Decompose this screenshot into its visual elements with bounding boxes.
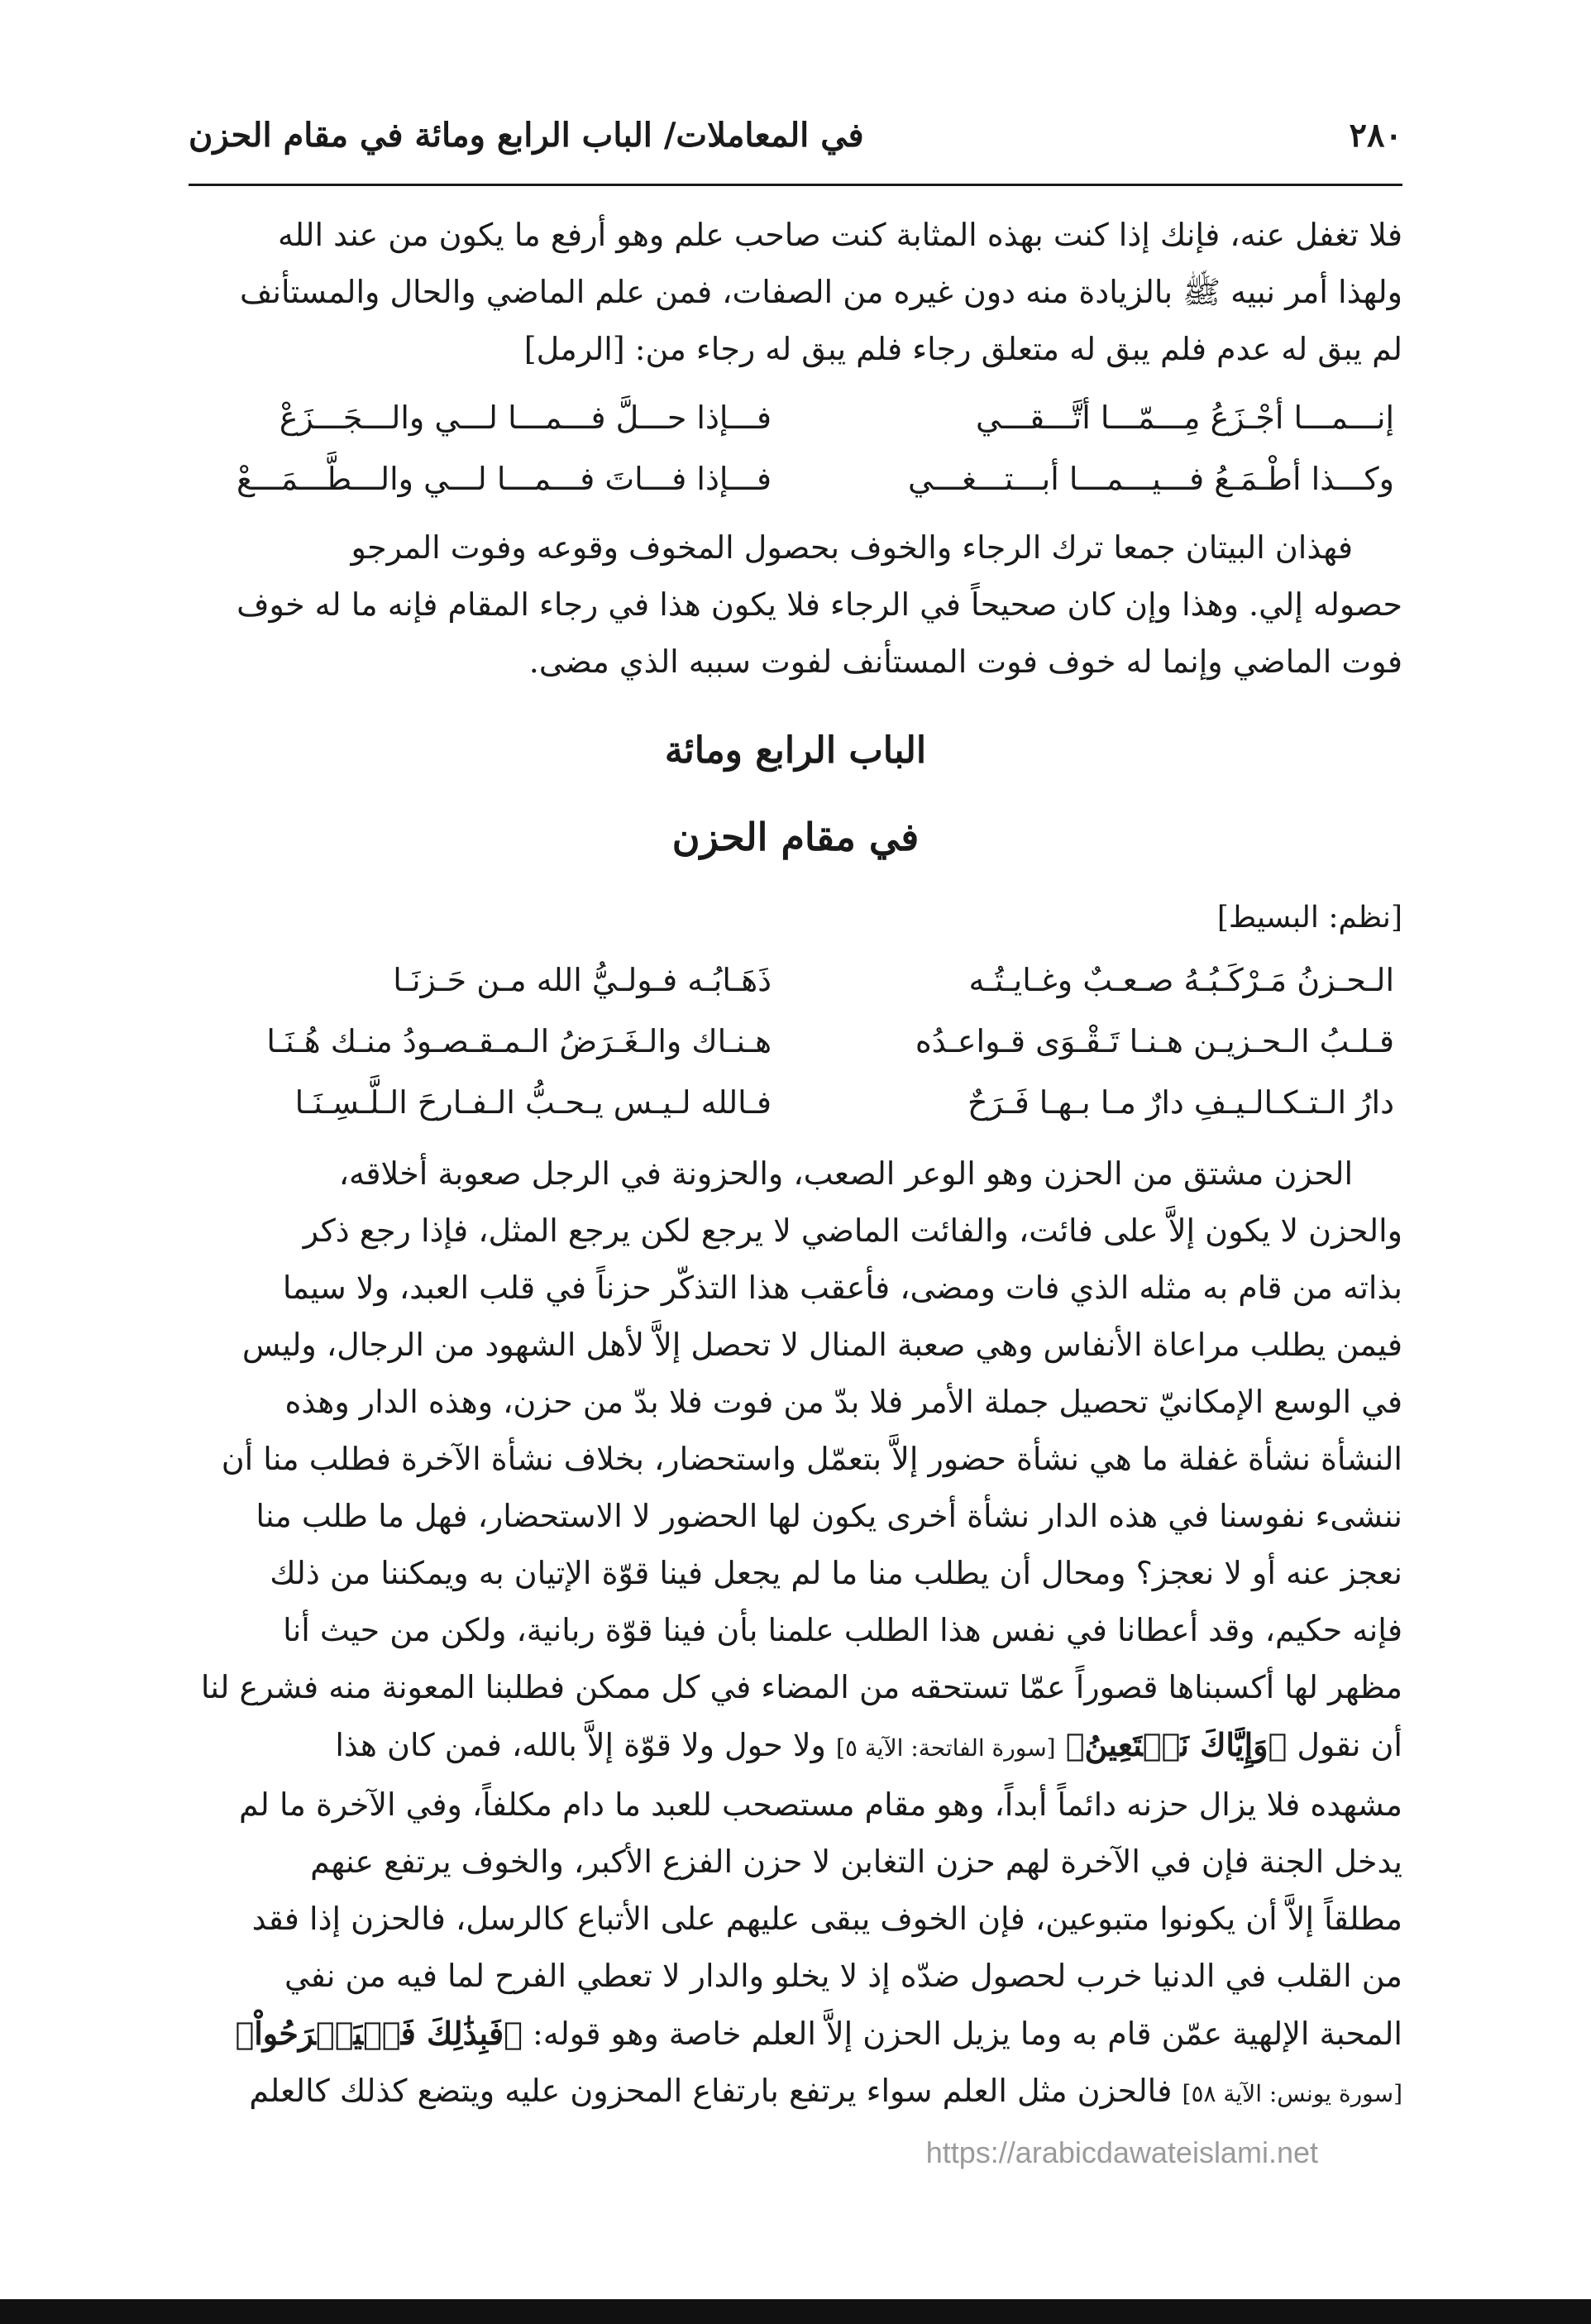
header-rule (189, 184, 1402, 186)
hemistich-second: ذَهَـابُـه فـولـيُّ الله مـن حَـزنَـا (393, 962, 772, 998)
line-prefix: أن نقول (1297, 1727, 1402, 1763)
text-line: في الوسع الإمكانيّ تحصيل جملة الأمر فلا بدّ من فوت فلا بدّ من حزن، وهذه الدار وهذه (284, 1384, 1402, 1420)
hemistich-first: وكـــذا أطْـمَـعُ فـــيـــمـــا أبـــتـــغـــي (907, 461, 1394, 497)
verse (189, 1072, 1402, 1133)
hemistich-first: إنـــمـــا أجْـزَعُ مِـــمّـــا أتَّـــقـــي (975, 399, 1394, 436)
running-title: في المعاملات/ الباب الرابع ومائة في مقام الحزن (189, 115, 864, 155)
verse-citation: [سورة يونس: الآية ٥٨] (1182, 2080, 1402, 2107)
line-prefix: المحبة الإلهية عمّن قام به وما يزيل الحزن إلاَّ العلم خاصة وهو قوله: (533, 2016, 1402, 2052)
text-line: يدخل الجنة فإن في الآخرة لهم حزن التغابن لا حزن الفزع الأكبر، والخوف يرتفع عنهم (310, 1843, 1402, 1880)
text-line: ولهذا أمر نبيه ﷺ بالزيادة منه دون غيره من الصفات، فمن علم الماضي والحال والمستأنف (240, 274, 1402, 310)
verse (189, 387, 1402, 448)
text-line: نعجز عنه أو لا نعجز؟ ومحال أن يطلب منا ما لم يجعل فينا قوّة الإتيان به ويمكننا من ذلك (270, 1555, 1402, 1591)
meter-label: [نظم: البسيط] (1216, 901, 1402, 935)
text-line: فيمن يطلب مراعاة الأنفاس وهي صعبة المنال لا تحصل إلاَّ لأهل الشهود من الرجال، وليس (241, 1327, 1402, 1363)
hemistich-second: فـــإذا فـــاتَ فـــمـــا لـــي والـــطَّـــمَـــعْ (236, 461, 772, 497)
hemistich-first: الـحـزنُ مَـرْكَـبُـهُ صـعـبٌ وغـايـتُـه (968, 962, 1394, 998)
hemistich-second: فـالله لـيـس يـحـبُّ الـفـارحَ الـلَّـسِـنَـا (294, 1084, 772, 1121)
text-line: فهذان البيتان جمعا ترك الرجاء والخوف بحصول المخوف وقوعه وفوت المرجو (351, 529, 1353, 566)
verse-citation: [سورة الفاتحة: الآية ٥] (836, 1734, 1056, 1762)
text-line: فلا تغفل عنه، فإنك إذا كنت بهذه المثابة كنت صاحب علم وهو أرفع ما يكون من عند الله (277, 217, 1402, 253)
text-line: والحزن لا يكون إلاَّ على فائت، والفائت الماضي لا يرجع لكن يرجع المثل، فإذا رجع ذكر (303, 1212, 1402, 1249)
text-line: فوت الماضي وإنما له خوف فوت المستأنف لفوت سببه الذي مضى. (528, 643, 1402, 680)
scan-border (0, 2299, 1591, 2324)
poem-basit (189, 949, 1402, 1133)
text-line: النشأة نشأة غفلة ما هي نشأة حضور إلاَّ بتعمّل واستحضار، بخلاف نشأة الآخرة فطلب منا أن (221, 1441, 1402, 1477)
text-line: الحزن مشتق من الحزن وهو الوعر الصعب، والحزونة في الرجل صعوبة أخلاقه، (338, 1155, 1353, 1192)
text-line: مشهده فلا يزال حزنه دائماً أبداً، وهو مقام مستصحب للعبد ما دام مكلفاً، وفي الآخرة ما لم (239, 1786, 1402, 1823)
text-line: حصوله إلي. وهذا وإن كان صحيحاً في الرجاء فلا يكون هذا في رجاء المقام فإنه ما له خوف (236, 586, 1402, 623)
watermark-url: https://arabicdawateislami.net (925, 2135, 1318, 2169)
text-line: ننشىء نفوسنا في هذه الدار نشأة أخرى يكون لها الحضور لا الاستحضار، فهل ما طلب منا (256, 1498, 1402, 1534)
line-suffix: فالحزن مثل العلم سواء يرتفع بارتفاع المحزون عليه ويتضع كذلك كالعلم (249, 2073, 1173, 2109)
chapter-subtitle: في مقام الحزن (671, 815, 920, 859)
quran-verse: ﴿وَإِيَّاكَ نَسۡتَعِينُ﴾ (1065, 1726, 1288, 1763)
quran-verse: ﴿فَبِذَٰلِكَ فَلۡيَفۡرَحُواْ﴾ (235, 2015, 523, 2052)
text-line-with-citation (189, 2063, 1402, 2122)
verse (189, 448, 1402, 509)
commentary-paragraph (189, 519, 1402, 691)
text-line: مظهر لها أكسبناها قصوراً عمّا تستحقه من المضاء في كل ممكن فطلبنا المعونة منه فشرع لنا (200, 1669, 1402, 1705)
intro-paragraph (189, 207, 1402, 378)
text-line: فإنه حكيم، وقد أعطانا في نفس هذا الطلب علمنا بأن فينا قوّة ربانية، ولكن من حيث أنا (283, 1612, 1402, 1648)
line-suffix: ولا حول ولا قوّة إلاَّ بالله، فمن كان هذا (335, 1727, 826, 1763)
text-line: من القلب في الدنيا خرب لحصول ضدّه إذ لا يخلو والدار لا تعطي الفرح لما فيه من نفي (284, 1958, 1402, 1994)
hemistich-second: فـــإذا حـــلَّ فـــمـــا لـــي والـــجَـــزَعْ (279, 399, 772, 436)
text-line: بذاته من قام به مثله الذي فات ومضى، فأعقب هذا التذكّر حزناً في قلب العبد، ولا سيما (282, 1270, 1402, 1306)
verse (189, 1011, 1402, 1072)
page-number: ٢٨٠ (1349, 115, 1402, 155)
chapter-title: الباب الرابع ومائة (664, 729, 927, 772)
text-line: لم يبق له عدم فلم يبق له متعلق رجاء فلم يبق له رجاء من: [الرمل] (523, 331, 1402, 367)
verse (189, 949, 1402, 1011)
hemistich-first: قـلـبُ الـحـزيـن هـنـا تَـقْـوَى قـواعـدُه (915, 1023, 1394, 1059)
text-line-with-ayah (189, 1716, 1402, 1776)
poem-ramal (189, 387, 1402, 509)
text-line: مطلقاً إلاَّ أن يكونوا متبوعين، فإن الخوف يبقى عليهم على الأتباع كالرسل، فالحزن إذا فقد (251, 1901, 1402, 1937)
text-line-with-ayah (189, 2005, 1402, 2063)
running-header (189, 106, 1402, 164)
hemistich-second: هـنـاك والـغَـرَضُ الـمـقـصـودُ منـك هُـنَـا (266, 1023, 772, 1059)
hemistich-first: دارُ الـتـكـالـيـفِ دارٌ مـا بـهـا فَـرَحٌ (967, 1084, 1394, 1121)
main-paragraph (189, 1145, 1402, 2122)
